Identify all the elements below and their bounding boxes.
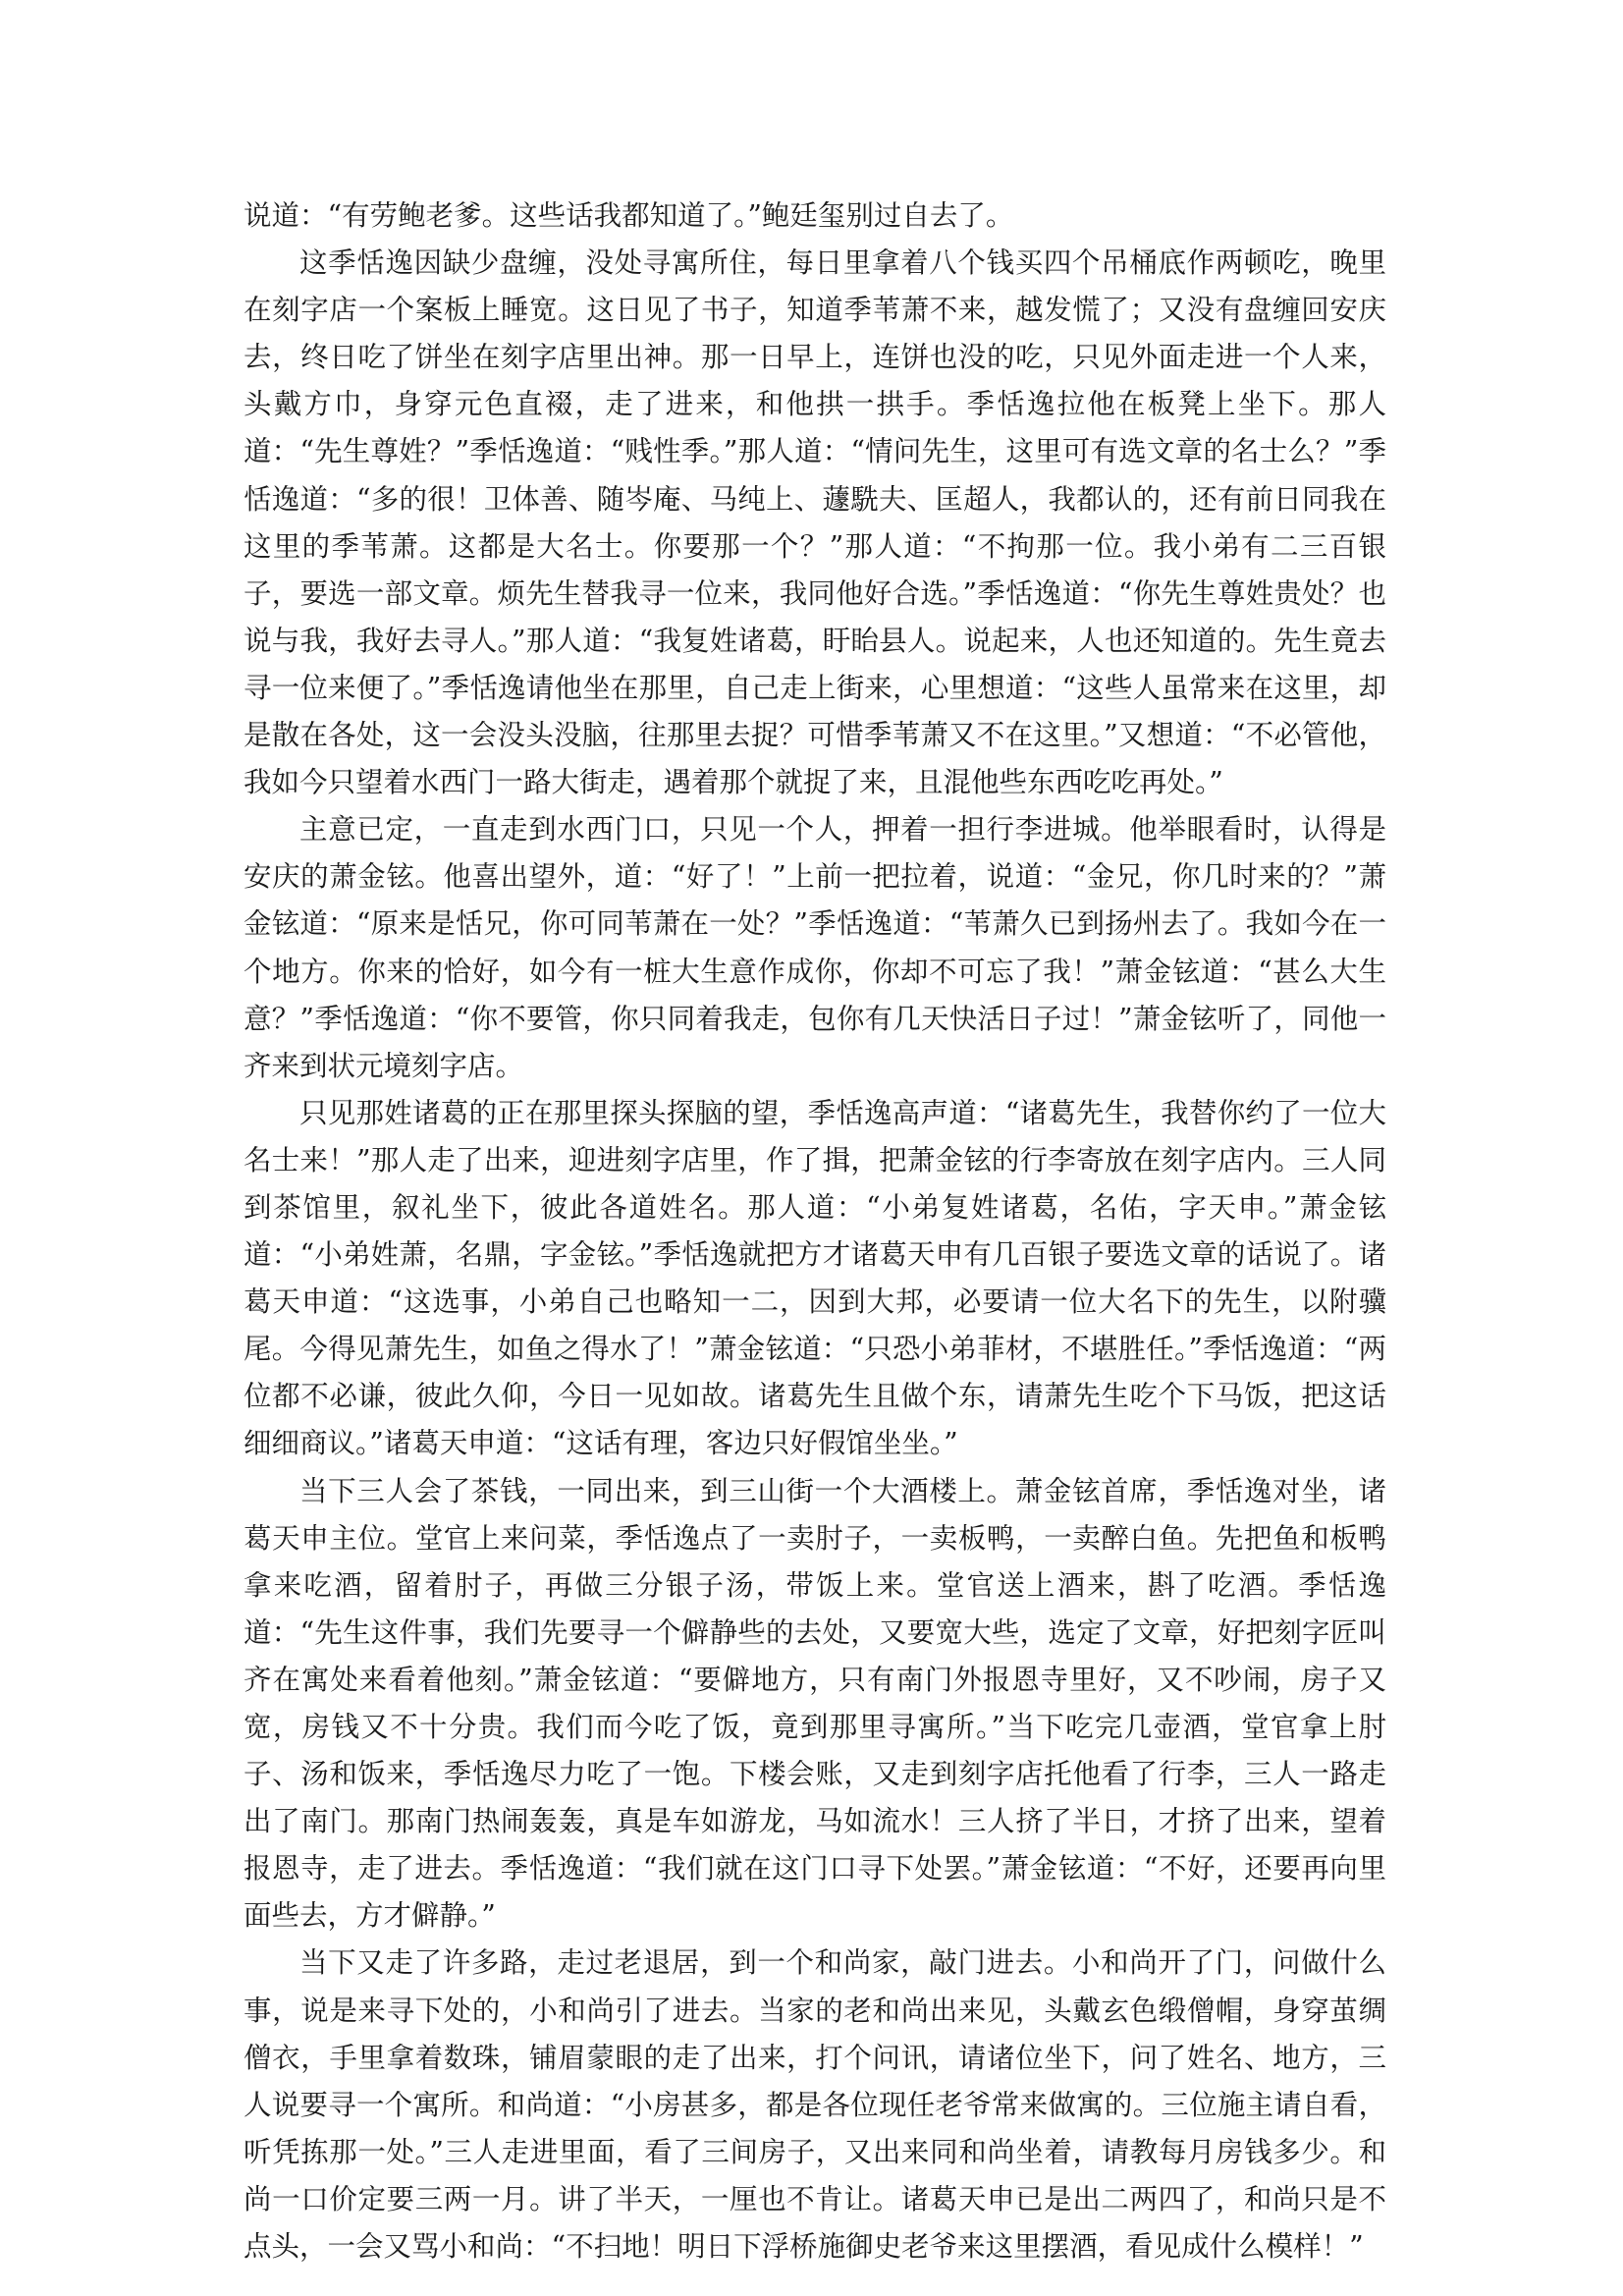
paragraph: 主意已定，一直走到水西门口，只见一个人，押着一担行李进城。他举眼看时，认得是安庆的萧金铉。他喜出望外，道：“好了！”上前一把拉着，说道：“金兄，你几时来的？”萧金铉道：“原来是恬兄，你可同苇萧在一处？”季恬逸道：“苇萧久已到扬州去了。我如今在一个地方。你来的恰好，如今有一桩大生意作成你，你却不可忘了我！”萧金铉道：“甚么大生意？”季恬逸道：“你不要管，你只同着我走，包你有几天快活日子过！”萧金铉听了，同他一齐来到状元境刻字店。 — [243, 813, 1386, 1082]
paragraph-continuation: 说道：“有劳鲍老爹。这些话我都知道了。”鲍廷玺别过自去了。 — [243, 199, 1014, 232]
paragraph: 当下又走了许多路，走过老退居，到一个和尚家，敲门进去。小和尚开了门，问做什么事，说是来寻下处的，小和尚引了进去。当家的老和尚出来见，头戴玄色缎僧帽，身穿茧绸僧衣，手里拿着数珠，铺眉蒙眼的走了出来，打个问讯，请诸位坐下，问了姓名、地方，三人说要寻一个寓所。和尚道：“小房甚多，都是各位现任老爷常来做寓的。三位施主请自看，听凭拣那一处。”三人走进里面，看了三间房子，又出来同和尚坐着，请教每月房钱多少。和尚一口价定要三两一月。讲了半天，一厘也不肯让。诸葛天申已是出二两四了，和尚只是不点头，一会又骂小和尚：“不扫地！明日下浮桥施御史老爷来这里摆酒，看见成什么模样！” — [243, 1946, 1386, 2264]
paragraph: 只见那姓诸葛的正在那里探头探脑的望，季恬逸高声道：“诸葛先生，我替你约了一位大名士来！”那人走了出来，迎进刻字店里，作了揖，把萧金铉的行李寄放在刻字店内。三人同到茶馆里，叙礼坐下，彼此各道姓名。那人道：“小弟复姓诸葛，名佑，字天申。”萧金铉道：“小弟姓萧，名鼎，字金铉。”季恬逸就把方才诸葛天申有几百银子要选文章的话说了。诸葛天申道：“这选事，小弟自己也略知一二，因到大邦，必要请一位大名下的先生，以附骥尾。今得见萧先生，如鱼之得水了！”萧金铉道：“只恐小弟菲材，不堪胜任。”季恬逸道：“两位都不必谦，彼此久仰，今日一见如故。诸葛先生且做个东，请萧先生吃个下马饭，把这话细细商议。”诸葛天申道：“这话有理，客边只好假馆坐坐。” — [243, 1096, 1386, 1460]
paragraph: 当下三人会了茶钱，一同出来，到三山街一个大酒楼上。萧金铉首席，季恬逸对坐，诸葛天申主位。堂官上来问菜，季恬逸点了一卖肘子，一卖板鸭，一卖醉白鱼。先把鱼和板鸭拿来吃酒，留着肘子，再做三分银子汤，带饭上来。堂官送上酒来，斟了吃酒。季恬逸道：“先生这件事，我们先要寻一个僻静些的去处，又要宽大些，选定了文章，好把刻字匠叫齐在寓处来看着他刻。”萧金铉道：“要僻地方，只有南门外报恩寺里好，又不吵闹，房子又宽，房钱又不十分贵。我们而今吃了饭，竟到那里寻寓所。”当下吃完几壶酒，堂官拿上肘子、汤和饭来，季恬逸尽力吃了一饱。下楼会账，又走到刻字店托他看了行李，三人一路走出了南门。那南门热闹轰轰，真是车如游龙，马如流水！三人挤了半日，才挤了出来，望着报恩寺，走了进去。季恬逸道：“我们就在这门口寻下处罢。”萧金铉道：“不好，还要再向里面些去，方才僻静。” — [243, 1474, 1386, 1933]
body-text — [243, 192, 1386, 2270]
paragraph: 这季恬逸因缺少盘缠，没处寻寓所住，每日里拿着八个钱买四个吊桶底作两顿吃，晚里在刻字店一个案板上睡宽。这日见了书子，知道季苇萧不来，越发慌了；又没有盘缠回安庆去，终日吃了饼坐在刻字店里出神。那一日早上，连饼也没的吃，只见外面走进一个人来，头戴方巾，身穿元色直裰，走了进来，和他拱一拱手。季恬逸拉他在板凳上坐下。那人道：“先生尊姓？”季恬逸道：“贱性季。”那人道：“情问先生，这里可有选文章的名士么？”季恬逸道：“多的很！卫体善、随岑庵、马纯上、蘧駪夫、匡超人，我都认的，还有前日同我在这里的季苇萧。这都是大名士。你要那一个？”那人道：“不拘那一位。我小弟有二三百银子，要选一部文章。烦先生替我寻一位来，我同他好合选。”季恬逸道：“你先生尊姓贵处？也说与我，我好去寻人。”那人道：“我复姓诸葛，盱眙县人。说起来，人也还知道的。先生竟去寻一位来便了。”季恬逸请他坐在那里，自己走上街来，心里想道：“这些人虽常来在这里，却是散在各处，这一会没头没脑，往那里去捉？可惜季苇萧又不在这里。”又想道：“不必管他，我如今只望着水西门一路大街走，遇着那个就捉了来，且混他些东西吃吃再处。” — [243, 246, 1386, 799]
